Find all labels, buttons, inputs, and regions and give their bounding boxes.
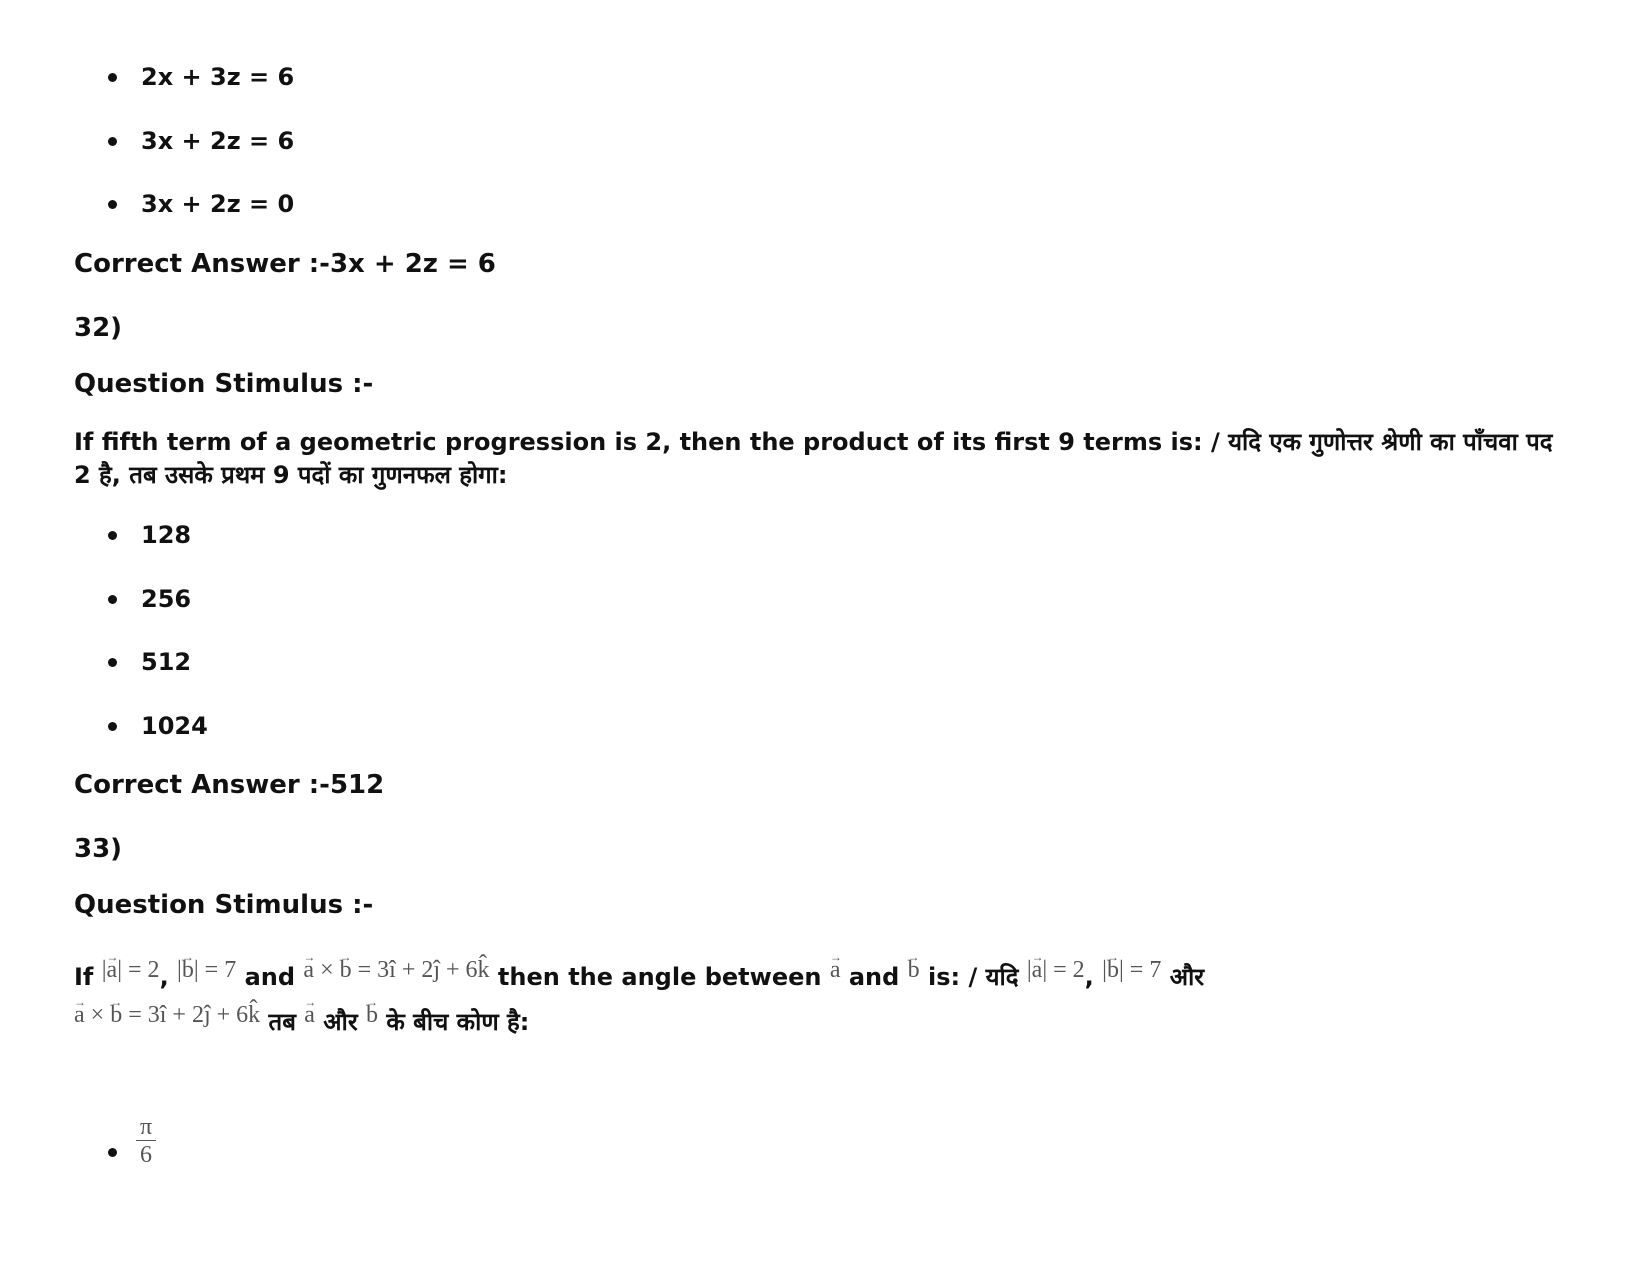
mag-a-expr: |→ a| = 2 xyxy=(102,957,160,983)
bullet-icon xyxy=(108,658,117,667)
bullet-icon xyxy=(108,531,117,540)
q32-stimulus: If fifth term of a geometric progression is 2, then the product of its first 9 terms is: / यदि एक गुणोत्तर श्रेणी का पाँचवा पद 2 है, तब उसके प्रथम 9 पदों का गुणनफल होगा: xyxy=(74,428,1553,489)
q32-option-2 xyxy=(108,584,191,614)
vector-b: → b xyxy=(908,957,920,983)
q32-option-1 xyxy=(108,520,191,550)
cross-product-expr-hindi: → a × → b = 3î + 2ĵ + 6k̂ xyxy=(74,1002,260,1028)
bullet-icon xyxy=(108,595,117,604)
option-text: 1024 xyxy=(141,712,208,740)
bullet-icon xyxy=(108,73,117,82)
vector-a-hindi: → a xyxy=(304,1002,315,1028)
q32-option-3 xyxy=(108,647,191,677)
mag-b-expr-hindi: |→ b| = 7 xyxy=(1102,957,1161,983)
vector-a: → a xyxy=(830,957,841,983)
q32-number: 32) xyxy=(74,313,123,343)
option-text: 2x + 3z = 6 xyxy=(141,63,295,91)
q33-stimulus-label: Question Stimulus :- xyxy=(74,890,374,920)
cross-product-expr: → a × → b = 3î + 2ĵ + 6k̂ xyxy=(303,957,489,983)
q32-stimulus-label: Question Stimulus :- xyxy=(74,369,374,399)
q31-option-1 xyxy=(108,62,294,92)
q32-correct-answer: Correct Answer :-512 xyxy=(74,770,385,800)
option-text: 128 xyxy=(141,521,192,549)
bullet-icon xyxy=(108,200,117,209)
q32-option-4 xyxy=(108,711,208,741)
option-text: 256 xyxy=(141,585,192,613)
mag-a-expr-hindi: |→ a| = 2 xyxy=(1027,957,1085,983)
option-text: 512 xyxy=(141,648,192,676)
q31-option-3 xyxy=(108,189,294,219)
bullet-icon xyxy=(108,1148,117,1157)
option-text: 3x + 2z = 0 xyxy=(141,190,295,218)
mag-b-expr: |→ b| = 7 xyxy=(177,957,236,983)
vector-b-hindi: → b xyxy=(366,1002,378,1028)
bullet-icon xyxy=(108,137,117,146)
q31-correct-answer: Correct Answer :-3x + 2z = 6 xyxy=(74,249,496,279)
bullet-icon xyxy=(108,722,117,731)
q33-number: 33) xyxy=(74,834,123,864)
q33-stimulus: If |→ a| = 2, |→ b| = 7 and → a × → b = 3î + 2ĵ + 6k̂ then the angle between → a and → b is: / यदि |→ a| = 2, |→ b| = 7 और → a × → b = 3î + 2ĵ + 6k̂ तब → a और → b के बीच कोण है: xyxy=(74,955,1554,1045)
q31-option-2 xyxy=(108,126,294,156)
option-text: 3x + 2z = 6 xyxy=(141,127,295,155)
q33-option-1-fraction: π 6 xyxy=(136,1114,156,1169)
